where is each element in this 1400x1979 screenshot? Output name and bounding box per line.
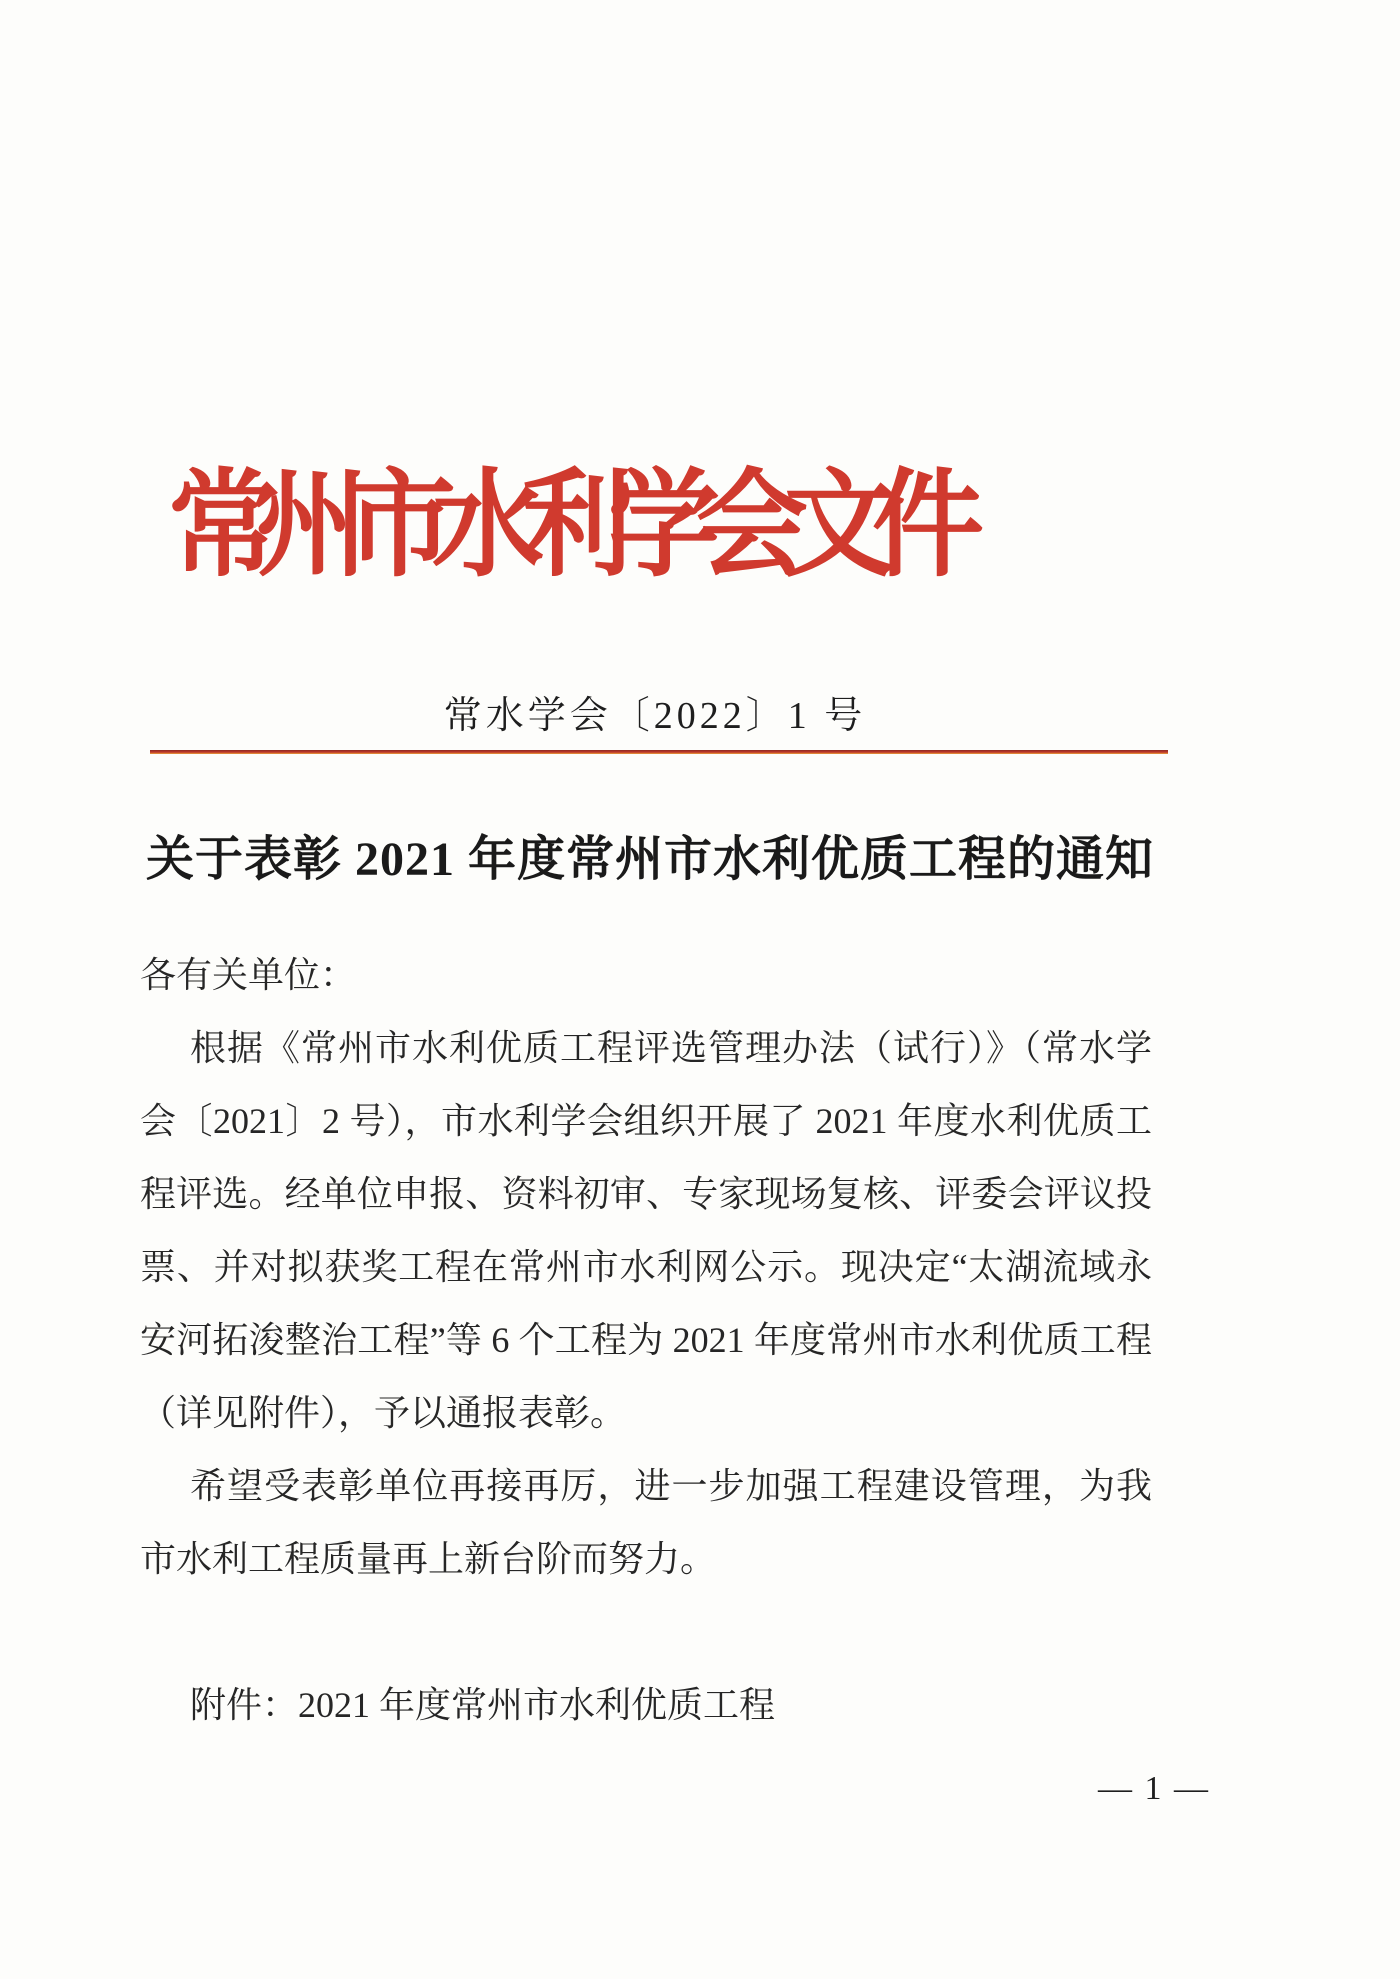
salutation: 各有关单位： (140, 955, 357, 995)
page-number: — 1 — (1098, 1770, 1210, 1807)
org-title: 常州市水利学会文件 (168, 462, 960, 592)
body-paragraph: 根据《常州市水利优质工程评选管理办法（试行）》（常水学会〔2021〕2 号），市水利学会组织开展了 2021 年度水利优质工程评选。经单位申报、资料初审、专家现场复核、评委会评议投票、并对拟获奖工程在常州市水利网公示。现决定“太湖流域永安河拓浚整治工程”等 6 个工程为 2021 年度常州市水利优质工程（详见附件），予以通报表彰。 (140, 1028, 1152, 1433)
doc-number: 常水学会〔2022〕1 号 (443, 695, 867, 737)
body-paragraph: 希望受表彰单位再接再厉，进一步加强工程建设管理，为我市水利工程质量再上新台阶而努力。 (140, 1466, 1152, 1579)
subject-title: 关于表彰 2021 年度常州市水利优质工程的通知 (145, 833, 1154, 886)
attachment-reference: 附件：2021 年度常州市水利优质工程 (190, 1685, 776, 1725)
red-separator-rule (150, 750, 1168, 754)
document-body (140, 939, 1152, 1742)
